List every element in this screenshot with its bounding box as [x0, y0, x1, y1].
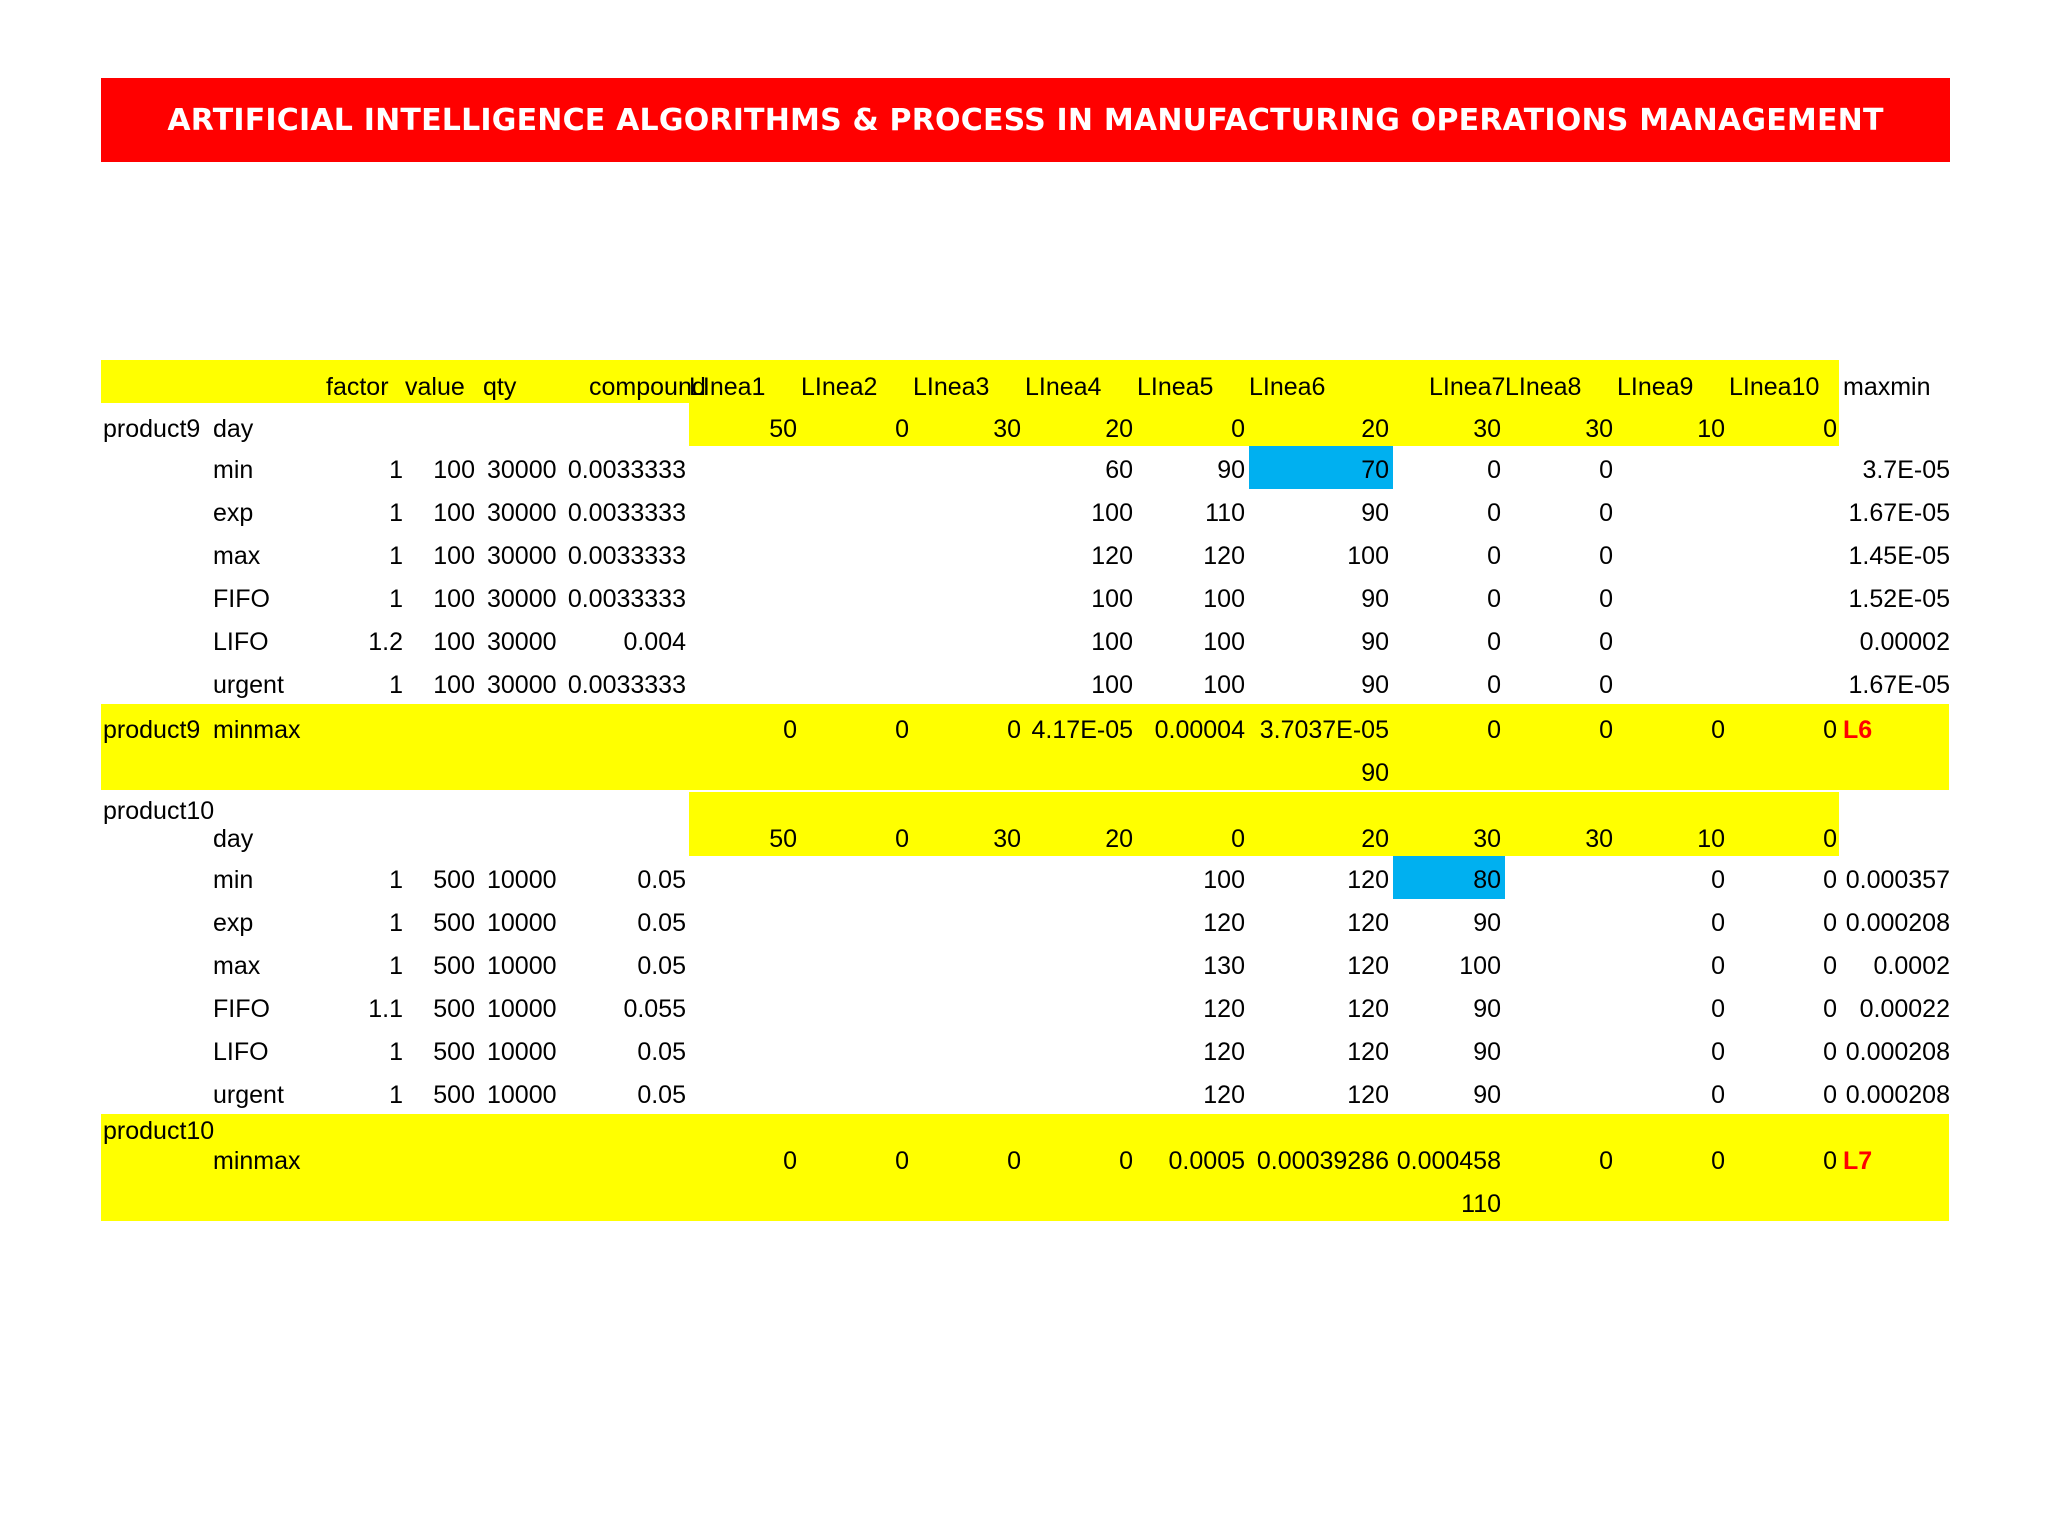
value-value[interactable]: 100: [433, 542, 475, 570]
line-value-4[interactable]: 100: [1091, 585, 1133, 613]
factor-value[interactable]: 1: [389, 952, 403, 980]
line-value-5[interactable]: 130: [1203, 952, 1245, 980]
day-value-line-4[interactable]: 20: [1105, 825, 1133, 853]
header-line-2[interactable]: LInea2: [801, 373, 878, 401]
line-value-7[interactable]: 0: [1487, 671, 1501, 699]
qty-value[interactable]: 10000: [487, 909, 557, 937]
page-title-banner: [101, 78, 1950, 162]
factor-value[interactable]: 1: [389, 542, 403, 570]
result-line-flag[interactable]: L7: [1843, 1147, 1873, 1175]
header-line-6[interactable]: LInea6: [1249, 373, 1326, 401]
spreadsheet-area: [101, 360, 1949, 1220]
compound-value[interactable]: 0.05: [637, 909, 686, 937]
line-value-7[interactable]: 0: [1487, 628, 1501, 656]
line-value-5[interactable]: 120: [1203, 1081, 1245, 1109]
maxmin-value[interactable]: 0.000208: [1845, 1038, 1950, 1066]
factor-value[interactable]: 1.1: [368, 995, 403, 1023]
day-value-line-7[interactable]: 30: [1473, 825, 1501, 853]
line-value-10[interactable]: 0: [1823, 1038, 1837, 1066]
line-value-4[interactable]: 100: [1091, 671, 1133, 699]
value-value[interactable]: 500: [433, 866, 475, 894]
value-value[interactable]: 100: [433, 671, 475, 699]
day-label[interactable]: day: [213, 825, 254, 853]
minmax-line-6[interactable]: 3.7037E-05: [1259, 716, 1389, 744]
line-value-10[interactable]: 0: [1823, 1081, 1837, 1109]
line-value-7[interactable]: 0: [1487, 542, 1501, 570]
maxmin-value[interactable]: 0.000357: [1845, 866, 1950, 894]
line-value-7[interactable]: 90: [1473, 1038, 1501, 1066]
day-value-line-1[interactable]: 50: [769, 825, 797, 853]
value-value[interactable]: 100: [433, 585, 475, 613]
header-line-5[interactable]: LInea5: [1137, 373, 1214, 401]
rule-name[interactable]: LIFO: [213, 628, 269, 656]
day-label[interactable]: day: [213, 415, 254, 443]
compound-value[interactable]: 0.0033333: [567, 671, 686, 699]
minmax-line-3[interactable]: 0: [1007, 716, 1021, 744]
maxmin-value[interactable]: 1.67E-05: [1848, 499, 1950, 527]
product-name[interactable]: product9: [103, 415, 201, 443]
factor-value[interactable]: 1: [389, 1038, 403, 1066]
rule-name[interactable]: min: [213, 456, 254, 484]
line-value-7[interactable]: 0: [1487, 585, 1501, 613]
compound-value[interactable]: 0.0033333: [567, 585, 686, 613]
header-compound[interactable]: compound: [589, 373, 706, 401]
line-value-6[interactable]: 120: [1347, 1038, 1389, 1066]
maxmin-value[interactable]: 1.67E-05: [1848, 671, 1950, 699]
compound-value[interactable]: 0.05: [637, 952, 686, 980]
compound-value[interactable]: 0.05: [637, 1081, 686, 1109]
day-value-line-2[interactable]: 0: [895, 415, 909, 443]
line-value-5[interactable]: 110: [1205, 499, 1245, 527]
line-value-10[interactable]: 0: [1823, 952, 1837, 980]
factor-value[interactable]: 1: [389, 585, 403, 613]
qty-value[interactable]: 10000: [487, 952, 557, 980]
qty-value[interactable]: 30000: [487, 585, 557, 613]
line-value-9[interactable]: 0: [1711, 1081, 1725, 1109]
line-value-5[interactable]: 100: [1203, 628, 1245, 656]
day-value-line-7[interactable]: 30: [1473, 415, 1501, 443]
value-value[interactable]: 500: [433, 952, 475, 980]
rule-name[interactable]: max: [213, 542, 261, 570]
line-value-6[interactable]: 90: [1361, 499, 1389, 527]
line-value-6[interactable]: 90: [1361, 585, 1389, 613]
minmax-line-2[interactable]: 0: [895, 716, 909, 744]
day-value-line-4[interactable]: 20: [1105, 415, 1133, 443]
line-value-6[interactable]: 120: [1347, 995, 1389, 1023]
minmax-line-1[interactable]: 0: [783, 716, 797, 744]
factor-value[interactable]: 1: [389, 671, 403, 699]
factor-value[interactable]: 1: [389, 456, 403, 484]
line-value-5[interactable]: 100: [1203, 585, 1245, 613]
line-value-6[interactable]: 100: [1347, 542, 1389, 570]
factor-value[interactable]: 1.2: [368, 628, 403, 656]
line-value-8[interactable]: 0: [1599, 456, 1613, 484]
factor-value[interactable]: 1: [389, 866, 403, 894]
header-line-3[interactable]: LInea3: [913, 373, 990, 401]
line-value-5[interactable]: 120: [1203, 909, 1245, 937]
product-name[interactable]: product10: [103, 797, 215, 825]
line-value-5[interactable]: 120: [1203, 542, 1245, 570]
factor-value[interactable]: 1: [389, 1081, 403, 1109]
day-value-line-2[interactable]: 0: [895, 825, 909, 853]
day-value-line-5[interactable]: 0: [1231, 825, 1245, 853]
minmax-label[interactable]: minmax: [213, 716, 301, 744]
header-line-1[interactable]: LInea1: [689, 373, 766, 401]
qty-value[interactable]: 10000: [487, 866, 557, 894]
line-value-4[interactable]: 100: [1091, 499, 1133, 527]
header-line-10[interactable]: LInea10: [1729, 373, 1820, 401]
line-value-10[interactable]: 0: [1823, 909, 1837, 937]
header-line-9[interactable]: LInea9: [1617, 373, 1694, 401]
rule-name[interactable]: min: [213, 866, 254, 894]
factor-value[interactable]: 1: [389, 499, 403, 527]
line-value-7[interactable]: 0: [1487, 499, 1501, 527]
compound-value[interactable]: 0.0033333: [567, 456, 686, 484]
line-value-6[interactable]: 90: [1361, 628, 1389, 656]
line-value-6[interactable]: 90: [1361, 671, 1389, 699]
maxmin-value[interactable]: 0.0002: [1873, 952, 1950, 980]
compound-value[interactable]: 0.0033333: [567, 499, 686, 527]
minmax-line-7[interactable]: 0: [1487, 716, 1501, 744]
qty-value[interactable]: 10000: [487, 995, 557, 1023]
minmax-line-9[interactable]: 0: [1711, 716, 1725, 744]
qty-value[interactable]: 10000: [487, 1081, 557, 1109]
compound-value[interactable]: 0.055: [623, 995, 686, 1023]
qty-value[interactable]: 30000: [487, 628, 557, 656]
line-value-8[interactable]: 0: [1599, 585, 1613, 613]
line-value-9[interactable]: 0: [1711, 909, 1725, 937]
day-value-line-6[interactable]: 20: [1361, 415, 1389, 443]
line-value-7[interactable]: 80: [1473, 866, 1501, 894]
value-value[interactable]: 100: [433, 456, 475, 484]
day-value-line-10[interactable]: 0: [1823, 825, 1837, 853]
minmax-line-5[interactable]: 0.0005: [1168, 1147, 1245, 1175]
rule-name[interactable]: FIFO: [213, 995, 270, 1023]
rule-name[interactable]: exp: [213, 499, 254, 527]
rule-name[interactable]: urgent: [213, 1081, 284, 1109]
header-line-8[interactable]: LInea8: [1505, 373, 1582, 401]
maxmin-value[interactable]: 0.00002: [1859, 628, 1950, 656]
header-line-7[interactable]: LInea7: [1429, 373, 1506, 401]
day-value-line-9[interactable]: 10: [1697, 825, 1725, 853]
minmax-line-5[interactable]: 0.00004: [1154, 716, 1245, 744]
qty-value[interactable]: 30000: [487, 542, 557, 570]
minmax-label[interactable]: minmax: [213, 1147, 301, 1175]
line-value-6[interactable]: 120: [1347, 909, 1389, 937]
minmax-line-1[interactable]: 0: [783, 1147, 797, 1175]
header-qty[interactable]: qty: [483, 373, 517, 401]
result-value[interactable]: 110: [1461, 1190, 1501, 1218]
line-value-7[interactable]: 90: [1473, 1081, 1501, 1109]
line-value-9[interactable]: 0: [1711, 995, 1725, 1023]
header-value[interactable]: value: [405, 373, 465, 401]
line-value-10[interactable]: 0: [1823, 866, 1837, 894]
line-value-4[interactable]: 120: [1091, 542, 1133, 570]
rule-name[interactable]: exp: [213, 909, 254, 937]
value-value[interactable]: 500: [433, 1038, 475, 1066]
maxmin-value[interactable]: 1.52E-05: [1848, 585, 1950, 613]
qty-value[interactable]: 10000: [487, 1038, 557, 1066]
rule-name[interactable]: FIFO: [213, 585, 270, 613]
line-value-7[interactable]: 0: [1487, 456, 1501, 484]
qty-value[interactable]: 30000: [487, 456, 557, 484]
day-value-line-9[interactable]: 10: [1697, 415, 1725, 443]
header-factor[interactable]: factor: [326, 373, 389, 401]
day-value-line-10[interactable]: 0: [1823, 415, 1837, 443]
line-value-4[interactable]: 60: [1105, 456, 1133, 484]
day-value-line-3[interactable]: 30: [993, 825, 1021, 853]
line-value-5[interactable]: 100: [1203, 671, 1245, 699]
minmax-line-10[interactable]: 0: [1823, 1147, 1837, 1175]
day-value-line-8[interactable]: 30: [1585, 825, 1613, 853]
minmax-line-10[interactable]: 0: [1823, 716, 1837, 744]
minmax-line-2[interactable]: 0: [895, 1147, 909, 1175]
minmax-line-6[interactable]: 0.00039286: [1256, 1147, 1389, 1175]
line-value-9[interactable]: 0: [1711, 1038, 1725, 1066]
qty-value[interactable]: 30000: [487, 499, 557, 527]
line-value-6[interactable]: 120: [1347, 866, 1389, 894]
line-value-5[interactable]: 120: [1203, 995, 1245, 1023]
value-value[interactable]: 500: [433, 995, 475, 1023]
compound-value[interactable]: 0.05: [637, 1038, 686, 1066]
result-value[interactable]: 90: [1361, 759, 1389, 787]
line-value-5[interactable]: 90: [1217, 456, 1245, 484]
product-name[interactable]: product9: [103, 716, 201, 744]
minmax-line-8[interactable]: 0: [1599, 1147, 1613, 1175]
rule-name[interactable]: max: [213, 952, 261, 980]
line-value-8[interactable]: 0: [1599, 671, 1613, 699]
header-line-4[interactable]: LInea4: [1025, 373, 1102, 401]
line-value-8[interactable]: 0: [1599, 628, 1613, 656]
line-value-5[interactable]: 100: [1203, 866, 1245, 894]
maxmin-value[interactable]: 0.000208: [1845, 1081, 1950, 1109]
day-value-line-3[interactable]: 30: [993, 415, 1021, 443]
header-maxmin[interactable]: maxmin: [1843, 373, 1931, 401]
minmax-line-3[interactable]: 0: [1007, 1147, 1021, 1175]
rule-name[interactable]: LIFO: [213, 1038, 269, 1066]
line-value-7[interactable]: 90: [1473, 909, 1501, 937]
value-value[interactable]: 100: [433, 499, 475, 527]
line-value-9[interactable]: 0: [1711, 952, 1725, 980]
line-value-8[interactable]: 0: [1599, 542, 1613, 570]
minmax-line-7[interactable]: 0.000458: [1396, 1147, 1501, 1175]
compound-value[interactable]: 0.004: [623, 628, 686, 656]
compound-value[interactable]: 0.0033333: [567, 542, 686, 570]
line-value-10[interactable]: 0: [1823, 995, 1837, 1023]
minmax-line-8[interactable]: 0: [1599, 716, 1613, 744]
minmax-line-4[interactable]: 4.17E-05: [1031, 716, 1133, 744]
line-value-9[interactable]: 0: [1711, 866, 1725, 894]
day-value-line-1[interactable]: 50: [769, 415, 797, 443]
day-value-line-8[interactable]: 30: [1585, 415, 1613, 443]
line-value-6[interactable]: 120: [1347, 952, 1389, 980]
line-value-7[interactable]: 90: [1473, 995, 1501, 1023]
maxmin-value[interactable]: 0.00022: [1859, 995, 1950, 1023]
line-value-8[interactable]: 0: [1599, 499, 1613, 527]
line-value-4[interactable]: 100: [1091, 628, 1133, 656]
minmax-line-9[interactable]: 0: [1711, 1147, 1725, 1175]
rule-name[interactable]: urgent: [213, 671, 284, 699]
value-value[interactable]: 100: [433, 628, 475, 656]
factor-value[interactable]: 1: [389, 909, 403, 937]
maxmin-value[interactable]: 1.45E-05: [1848, 542, 1950, 570]
day-value-line-6[interactable]: 20: [1361, 825, 1389, 853]
day-value-line-5[interactable]: 0: [1231, 415, 1245, 443]
value-value[interactable]: 500: [433, 909, 475, 937]
line-value-6[interactable]: 70: [1361, 456, 1389, 484]
line-value-7[interactable]: 100: [1459, 952, 1501, 980]
value-value[interactable]: 500: [433, 1081, 475, 1109]
maxmin-value[interactable]: 0.000208: [1845, 909, 1950, 937]
compound-value[interactable]: 0.05: [637, 866, 686, 894]
minmax-line-4[interactable]: 0: [1119, 1147, 1133, 1175]
product-name[interactable]: product10: [103, 1117, 215, 1145]
maxmin-value[interactable]: 3.7E-05: [1862, 456, 1950, 484]
result-line-flag[interactable]: L6: [1843, 716, 1873, 744]
qty-value[interactable]: 30000: [487, 671, 557, 699]
page-title: ARTIFICIAL INTELLIGENCE ALGORITHMS & PROCESS IN MANUFACTURING OPERATIONS MANAGEMENT: [167, 102, 1884, 138]
line-value-6[interactable]: 120: [1347, 1081, 1389, 1109]
line-value-5[interactable]: 120: [1203, 1038, 1245, 1066]
